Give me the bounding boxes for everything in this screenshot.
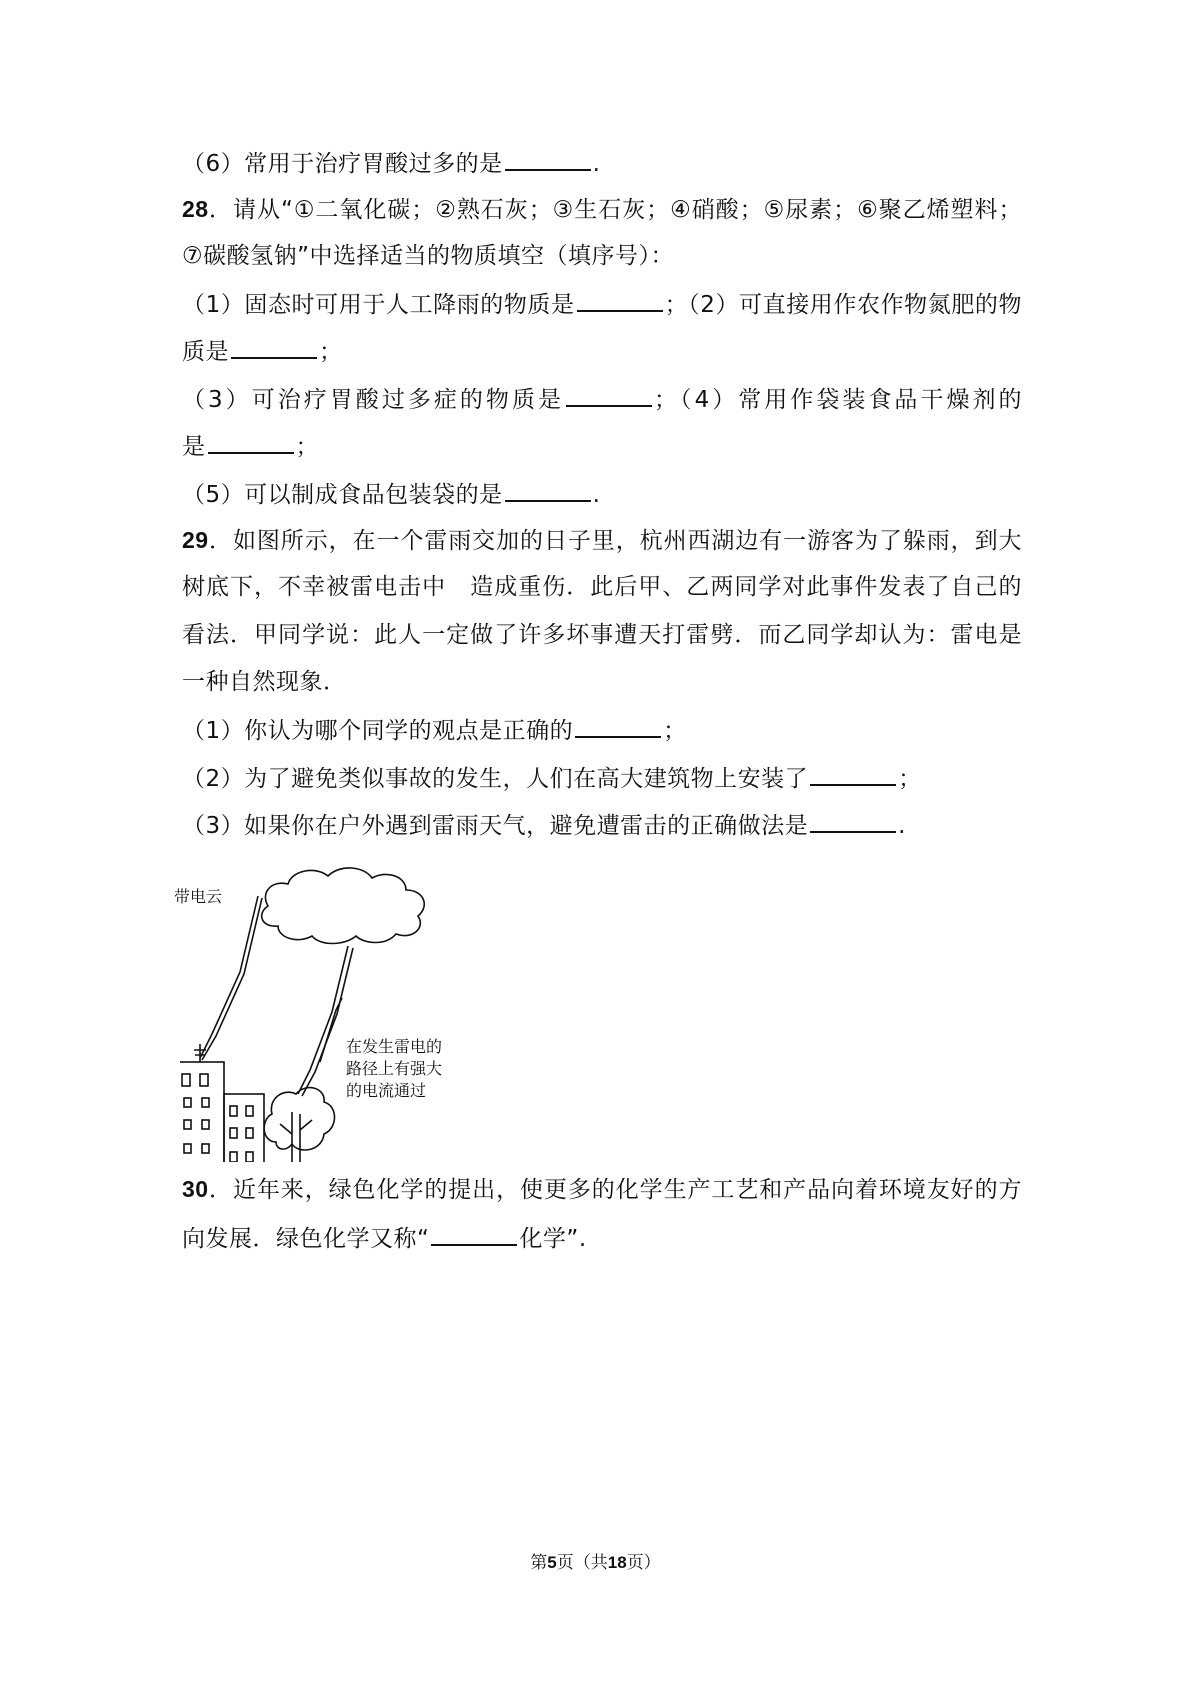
question-28-item-2-cont: 质是 ； bbox=[182, 335, 1022, 365]
question-29-stem: 29．如图所示，在一个雷雨交加的日子里，杭州西湖边有一游客为了躲雨，到大 bbox=[182, 527, 1022, 554]
question-29-item-3: （3）如果你在户外遇到雷雨天气，避免遭雷击的正确做法是 . bbox=[182, 809, 1022, 839]
answer-blank[interactable] bbox=[810, 809, 896, 833]
cloud-label: 带电云 bbox=[174, 887, 223, 906]
question-29-item-1: （1）你认为哪个同学的观点是正确的 ； bbox=[182, 714, 1022, 744]
question-30-stem-cont: 向发展．绿色化学又称“ 化学”. bbox=[182, 1222, 1022, 1252]
current-label-line-1: 在发生雷电的 bbox=[346, 1037, 443, 1056]
page-number: 5 bbox=[547, 1553, 557, 1572]
tree-trunk bbox=[280, 1112, 312, 1162]
answer-blank[interactable] bbox=[577, 288, 663, 312]
question-29-item-2: （2）为了避免类似事故的发生，人们在高大建筑物上安装了 ； bbox=[182, 762, 1022, 792]
question-number: 28 bbox=[182, 196, 209, 222]
answer-blank[interactable] bbox=[208, 430, 294, 454]
question-28-item-4-cont: 是 ； bbox=[182, 430, 1022, 460]
question-number: 30 bbox=[182, 1176, 209, 1202]
question-28-item-1-2: （1）固态时可用于人工降雨的物质是 ；（2）可直接用作农作物氮肥的物 bbox=[182, 288, 1022, 318]
answer-blank[interactable] bbox=[810, 762, 896, 786]
question-29-stem-4: 一种自然现象． bbox=[182, 669, 347, 695]
question-28-item-5: （5）可以制成食品包装袋的是 . bbox=[182, 478, 1022, 508]
lightning-bolt-left bbox=[200, 896, 258, 1058]
cloud-shape bbox=[262, 868, 425, 944]
lightning-figure bbox=[174, 862, 480, 1162]
lightning-bolt-right bbox=[298, 946, 348, 1094]
question-30-stem: 30．近年来，绿色化学的提出，使更多的化学生产工艺和产品向着环境友好的方 bbox=[182, 1176, 1022, 1203]
lightning-rod bbox=[194, 1044, 206, 1062]
answer-blank[interactable] bbox=[231, 335, 317, 359]
question-29-stem-3: 看法．甲同学说：此人一定做了许多坏事遭天打雷劈．而乙同学却认为：雷电是 bbox=[182, 622, 1022, 648]
current-label-line-3: 的电流通过 bbox=[346, 1081, 427, 1100]
page-total: 18 bbox=[607, 1553, 627, 1572]
question-number: 29 bbox=[182, 527, 209, 553]
question-28-stem: 28．请从“①二氧化碳；②熟石灰；③生石灰；④硝酸；⑤尿素；⑥聚乙烯塑料； bbox=[182, 196, 1022, 223]
page-footer: 第5页（共18页） bbox=[530, 1553, 661, 1573]
question-28-item-3-4: （3）可治疗胃酸过多症的物质是 ；（4）常用作袋装食品干燥剂的 bbox=[182, 383, 1022, 413]
answer-blank[interactable] bbox=[431, 1222, 517, 1246]
question-27-item-6: （6）常用于治疗胃酸过多的是 . bbox=[182, 147, 1022, 177]
question-29-stem-2: 树底下，不幸被雷电击中 造成重伤．此后甲、乙两同学对此事件发表了自己的 bbox=[182, 574, 1022, 600]
answer-blank[interactable] bbox=[566, 383, 652, 407]
current-label-line-2: 路径上有强大 bbox=[346, 1059, 443, 1078]
answer-blank[interactable] bbox=[505, 478, 591, 502]
question-28-stem-cont: ⑦碳酸氢钠”中选择适当的物质填空（填序号）： bbox=[182, 243, 675, 269]
answer-blank[interactable] bbox=[575, 714, 661, 738]
answer-blank[interactable] bbox=[505, 147, 591, 171]
lightning-illustration bbox=[180, 862, 480, 1162]
